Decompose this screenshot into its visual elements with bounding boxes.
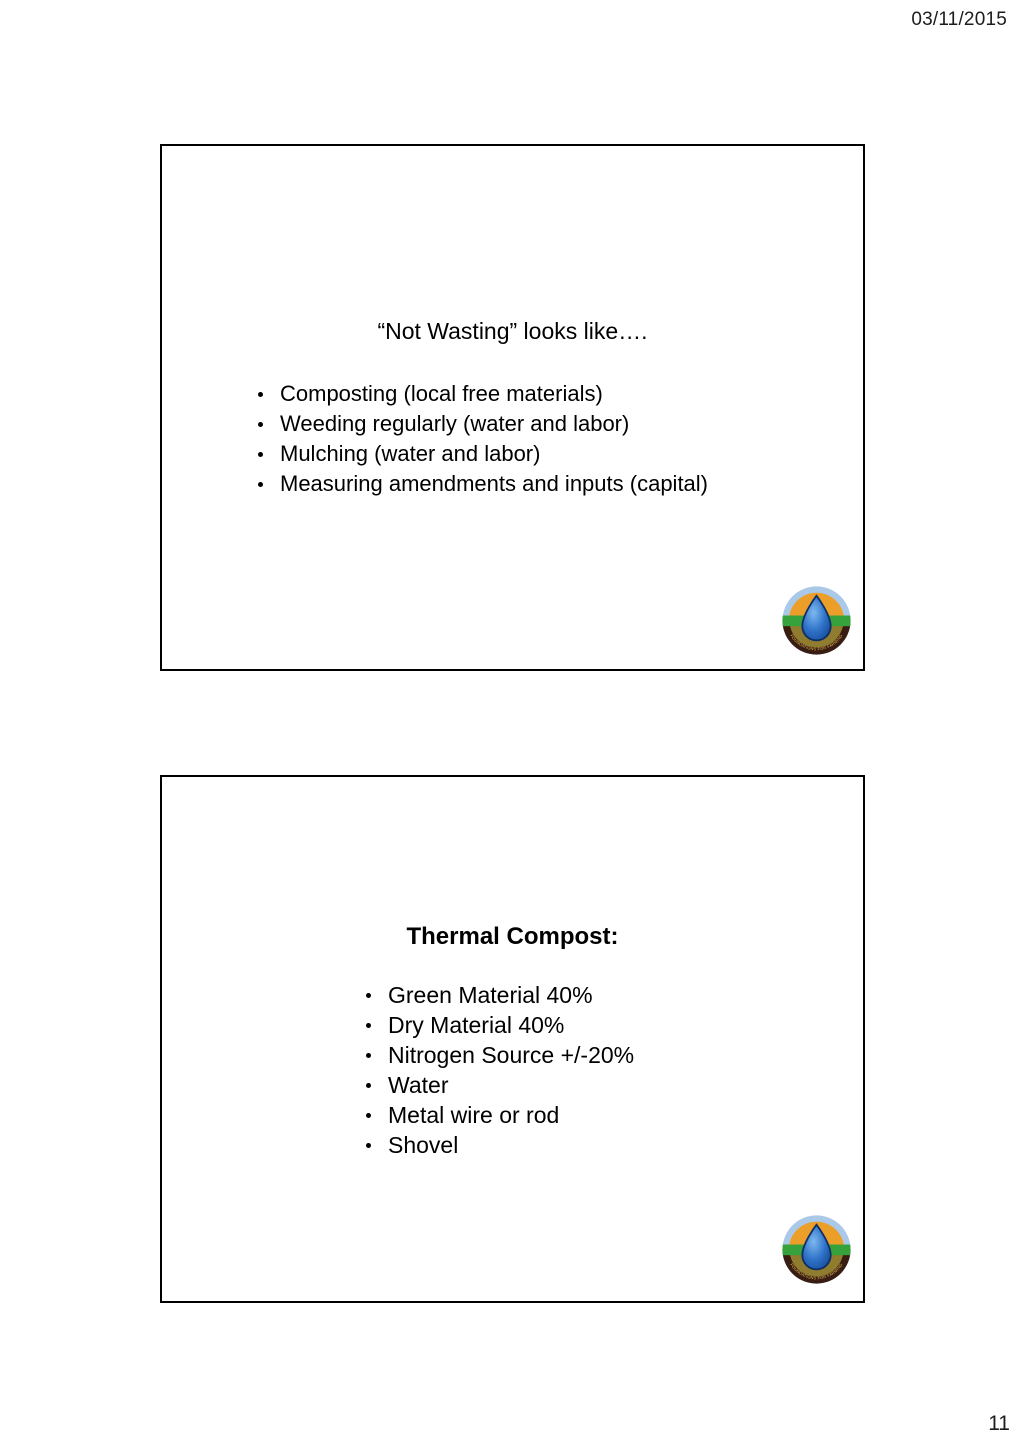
bullet-item: Nitrogen Source +/-20% [388,1042,635,1068]
logo-arc-text: FOUNDATIONS FOR FARMING [789,1262,844,1281]
bullet-item: Green Material 40% [388,980,634,1010]
page-number: 11 [988,1412,1010,1435]
slide-1-title: “Not Wasting” looks like…. [377,318,648,344]
bullet-item: Metal wire or rod [388,1100,634,1130]
slide-2 [160,775,865,1303]
bullet-item: Shovel [388,1130,634,1160]
slide-2-bullet-list [388,980,634,1160]
logo-arc-text: FOUNDATIONS FOR FARMING [789,633,844,652]
logo-graphic [781,585,852,656]
foundations-for-farming-logo [781,585,852,656]
bullet-item: Weeding regularly (water and labor) [280,409,708,439]
slide-1 [160,144,865,671]
slide-1-bullet-list [280,379,708,499]
foundations-for-farming-logo [781,1214,852,1285]
bullet-item: Measuring amendments and inputs (capital) [280,469,708,499]
bullet-item: Composting (local free materials) [280,379,708,409]
logo-graphic [781,1214,852,1285]
slide-2-title: Thermal Compost: [406,923,619,950]
header-date: 03/11/2015 [911,9,1007,30]
bullet-item: Mulching (water and labor) [280,439,708,469]
bullet-item: Water [388,1070,634,1100]
bullet-item: Dry Material 40% [388,1010,634,1040]
